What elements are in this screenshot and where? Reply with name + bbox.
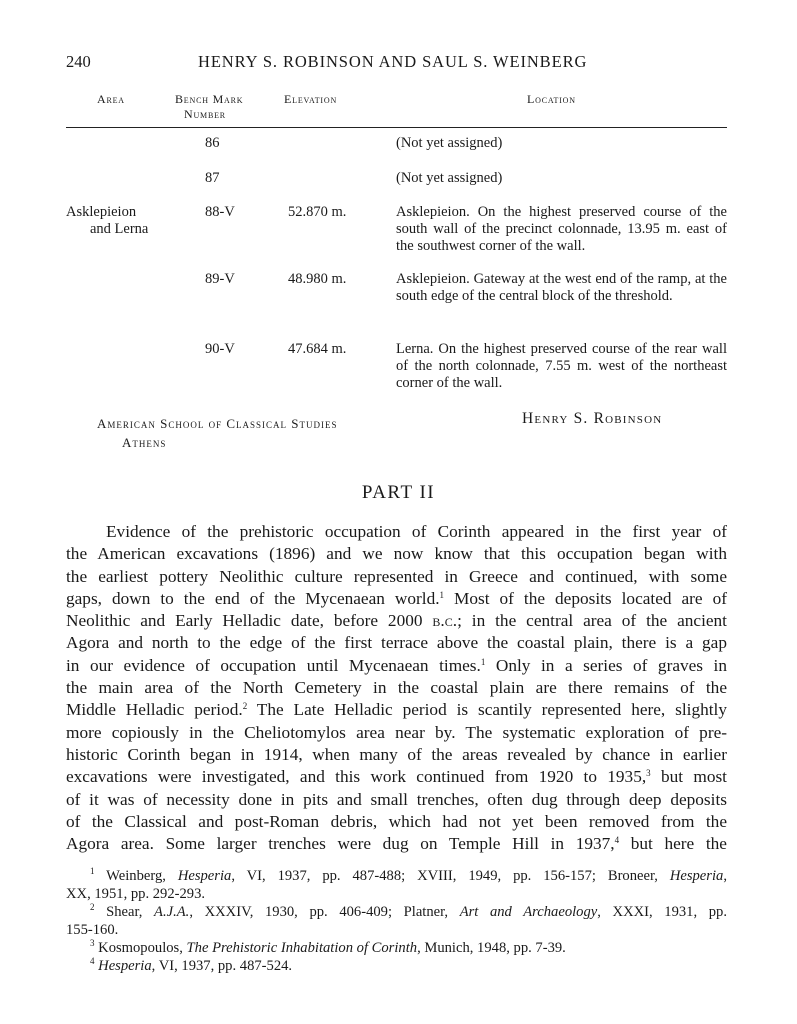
footnote-ref: 4 <box>614 835 620 846</box>
footnote-text: , Munich, 1948, pp. 7-39. <box>417 940 566 956</box>
footnote-line <box>66 940 727 958</box>
footnote-text: Kosmopoulos, <box>94 940 187 956</box>
footnote-text: Weinberg, <box>94 868 178 884</box>
footnote-line <box>66 904 727 922</box>
body-line <box>66 610 727 632</box>
journal-title: Hesperia <box>98 958 152 974</box>
table-cell-bench-mark: 90-V <box>205 341 235 357</box>
column-header-location: Location <box>527 92 576 106</box>
table-cell-bench-mark: 86 <box>205 135 220 151</box>
footnote-text: , VI, 1937, pp. 487-488; XVIII, 1949, pp. 156-157; Broneer, <box>231 868 670 884</box>
table-cell-area-line2: and Lerna <box>90 221 149 237</box>
footnote-line <box>66 868 727 886</box>
footnote-4 <box>66 958 727 976</box>
footnote-text: , VI, 1937, pp. 487-524. <box>151 958 293 974</box>
body-line <box>66 766 727 788</box>
footnote-mark: 2 <box>90 902 95 912</box>
body-line: of the Classical and post-Roman debris, which had not yet been removed from the <box>66 811 727 831</box>
era-abbreviation: b.c. <box>432 611 458 631</box>
table-cell-location: Lerna. On the highest preserved course of the rear wall of the north colonnade, 7.55 m. west of the northeast corner of the wall. <box>396 341 727 391</box>
body-text-segment: Agora area. Some larger trenches were dug on Temple Hill in 1937, <box>66 834 615 854</box>
table-cell-location: Asklepieion. On the highest preserved course of the south wall of the precinct colonnade, 13.95 m. east of the southwest corner of the wall. <box>396 204 727 254</box>
body-line: the American excavations (1896) and we now know that this occupation began with <box>66 544 727 564</box>
page-number: 240 <box>66 52 91 71</box>
body-line: the earliest pottery Neolithic culture represented in Greece and continued, with some <box>66 566 727 586</box>
table-cell-bench-mark: 89-V <box>205 271 235 287</box>
footnote-ref: 3 <box>646 768 651 779</box>
table-cell-elevation: 52.870 m. <box>288 204 347 220</box>
body-line: Agora and north to the edge of the first terrace above the coastal plain, there is a gap <box>66 633 727 653</box>
part-heading: PART II <box>361 482 436 503</box>
table-cell-bench-mark: 88-V <box>205 204 235 220</box>
body-line: of it was of necessity done in pits and small trenches, often dug through deep deposits <box>66 789 727 809</box>
footnote-3 <box>66 940 727 958</box>
footnote-mark: 1 <box>90 866 95 876</box>
body-text-segment: The Late Helladic period is scantily represented here, slightly <box>247 700 727 720</box>
body-paragraph <box>66 521 727 855</box>
body-text-segment: ; in the central area of the ancient <box>457 611 727 631</box>
body-text-segment: Only in a series of graves in <box>485 655 727 675</box>
column-header-bench-mark-line1: Bench Mark <box>175 92 244 106</box>
footnote-text: Shear, <box>94 904 155 920</box>
body-text-segment: in our evidence of occupation until Mycenaean times. <box>66 655 481 675</box>
column-header-area: Area <box>97 92 125 106</box>
body-line <box>66 655 727 677</box>
institution-signature <box>97 414 338 452</box>
footnote-text: , XXXIV, 1930, pp. 406-409; Platner, <box>189 904 460 920</box>
column-header-bench-mark <box>175 92 280 122</box>
footnote-ref: 1 <box>439 589 445 600</box>
table-cell-area-line1: Asklepieion <box>66 204 137 220</box>
body-text-segment: Neolithic and Early Helladic date, before 2000 <box>66 611 433 631</box>
table-header-rule <box>66 127 727 128</box>
table-cell-location: (Not yet assigned) <box>396 135 503 151</box>
table-cell-bench-mark: 87 <box>205 170 220 186</box>
journal-title: Hesperia <box>669 868 724 884</box>
institution-city: Athens <box>122 435 167 450</box>
author-signature: Henry S. Robinson <box>522 410 663 427</box>
column-header-bench-mark-line2: Number <box>184 107 226 121</box>
table-cell-location: (Not yet assigned) <box>396 170 503 186</box>
table-cell-elevation: 47.684 m. <box>288 341 347 357</box>
running-title: HENRY S. ROBINSON AND SAUL S. WEINBERG <box>198 52 588 71</box>
body-line: Evidence of the prehistoric occupation of Corinth appeared in the first year of <box>106 522 727 541</box>
book-title: The Prehistoric Inhabitation of Corinth <box>186 940 418 956</box>
table-cell-location: Asklepieion. Gateway at the west end of the ramp, at the south edge of the central block of the threshold. <box>396 271 727 304</box>
body-line <box>66 833 727 855</box>
footnote-mark: 4 <box>90 956 95 966</box>
footnote-line: 155-160. <box>66 921 119 938</box>
body-line: historic Corinth began in 1914, when many of the areas revealed by chance in earlier <box>66 744 727 764</box>
footnote-2 <box>66 904 727 939</box>
journal-title: Hesperia <box>177 868 232 884</box>
institution-name: American School of Classical Studies <box>97 416 338 431</box>
body-line: more copiously in the Cheliotomylos area near by. The systematic exploration of pre- <box>66 722 727 742</box>
column-header-elevation: Elevation <box>284 92 338 106</box>
body-text-segment: but most <box>650 767 727 787</box>
footnote-line <box>66 958 727 976</box>
body-line: the main area of the North Cemetery in the coastal plain are there remains of the <box>66 678 727 698</box>
footnote-text: , XXXI, 1931, pp. <box>597 904 727 920</box>
running-head <box>66 52 727 76</box>
journal-title: A.J.A. <box>154 904 190 920</box>
book-title: Art and Archaeology <box>459 904 598 920</box>
footnote-ref: 1 <box>480 656 486 667</box>
table-cell-elevation: 48.980 m. <box>288 271 347 287</box>
footnote-line: XX, 1951, pp. 292-293. <box>66 885 206 902</box>
body-text-segment: but here the <box>619 834 727 854</box>
table-cell-area <box>66 204 186 238</box>
footnote-1 <box>66 868 727 903</box>
body-text-segment: Most of the deposits located are of <box>444 588 727 608</box>
footnote-ref: 2 <box>242 701 248 712</box>
footnote-mark: 3 <box>90 938 95 948</box>
body-text-segment: gaps, down to the end of the Mycenaean world. <box>66 588 440 608</box>
body-line <box>66 588 727 610</box>
body-text-segment: excavations were investigated, and this work continued from 1920 to 1935, <box>66 767 647 787</box>
footnote-text: , <box>723 868 727 884</box>
body-line <box>66 699 727 721</box>
body-text-segment: Middle Helladic period. <box>66 700 243 720</box>
